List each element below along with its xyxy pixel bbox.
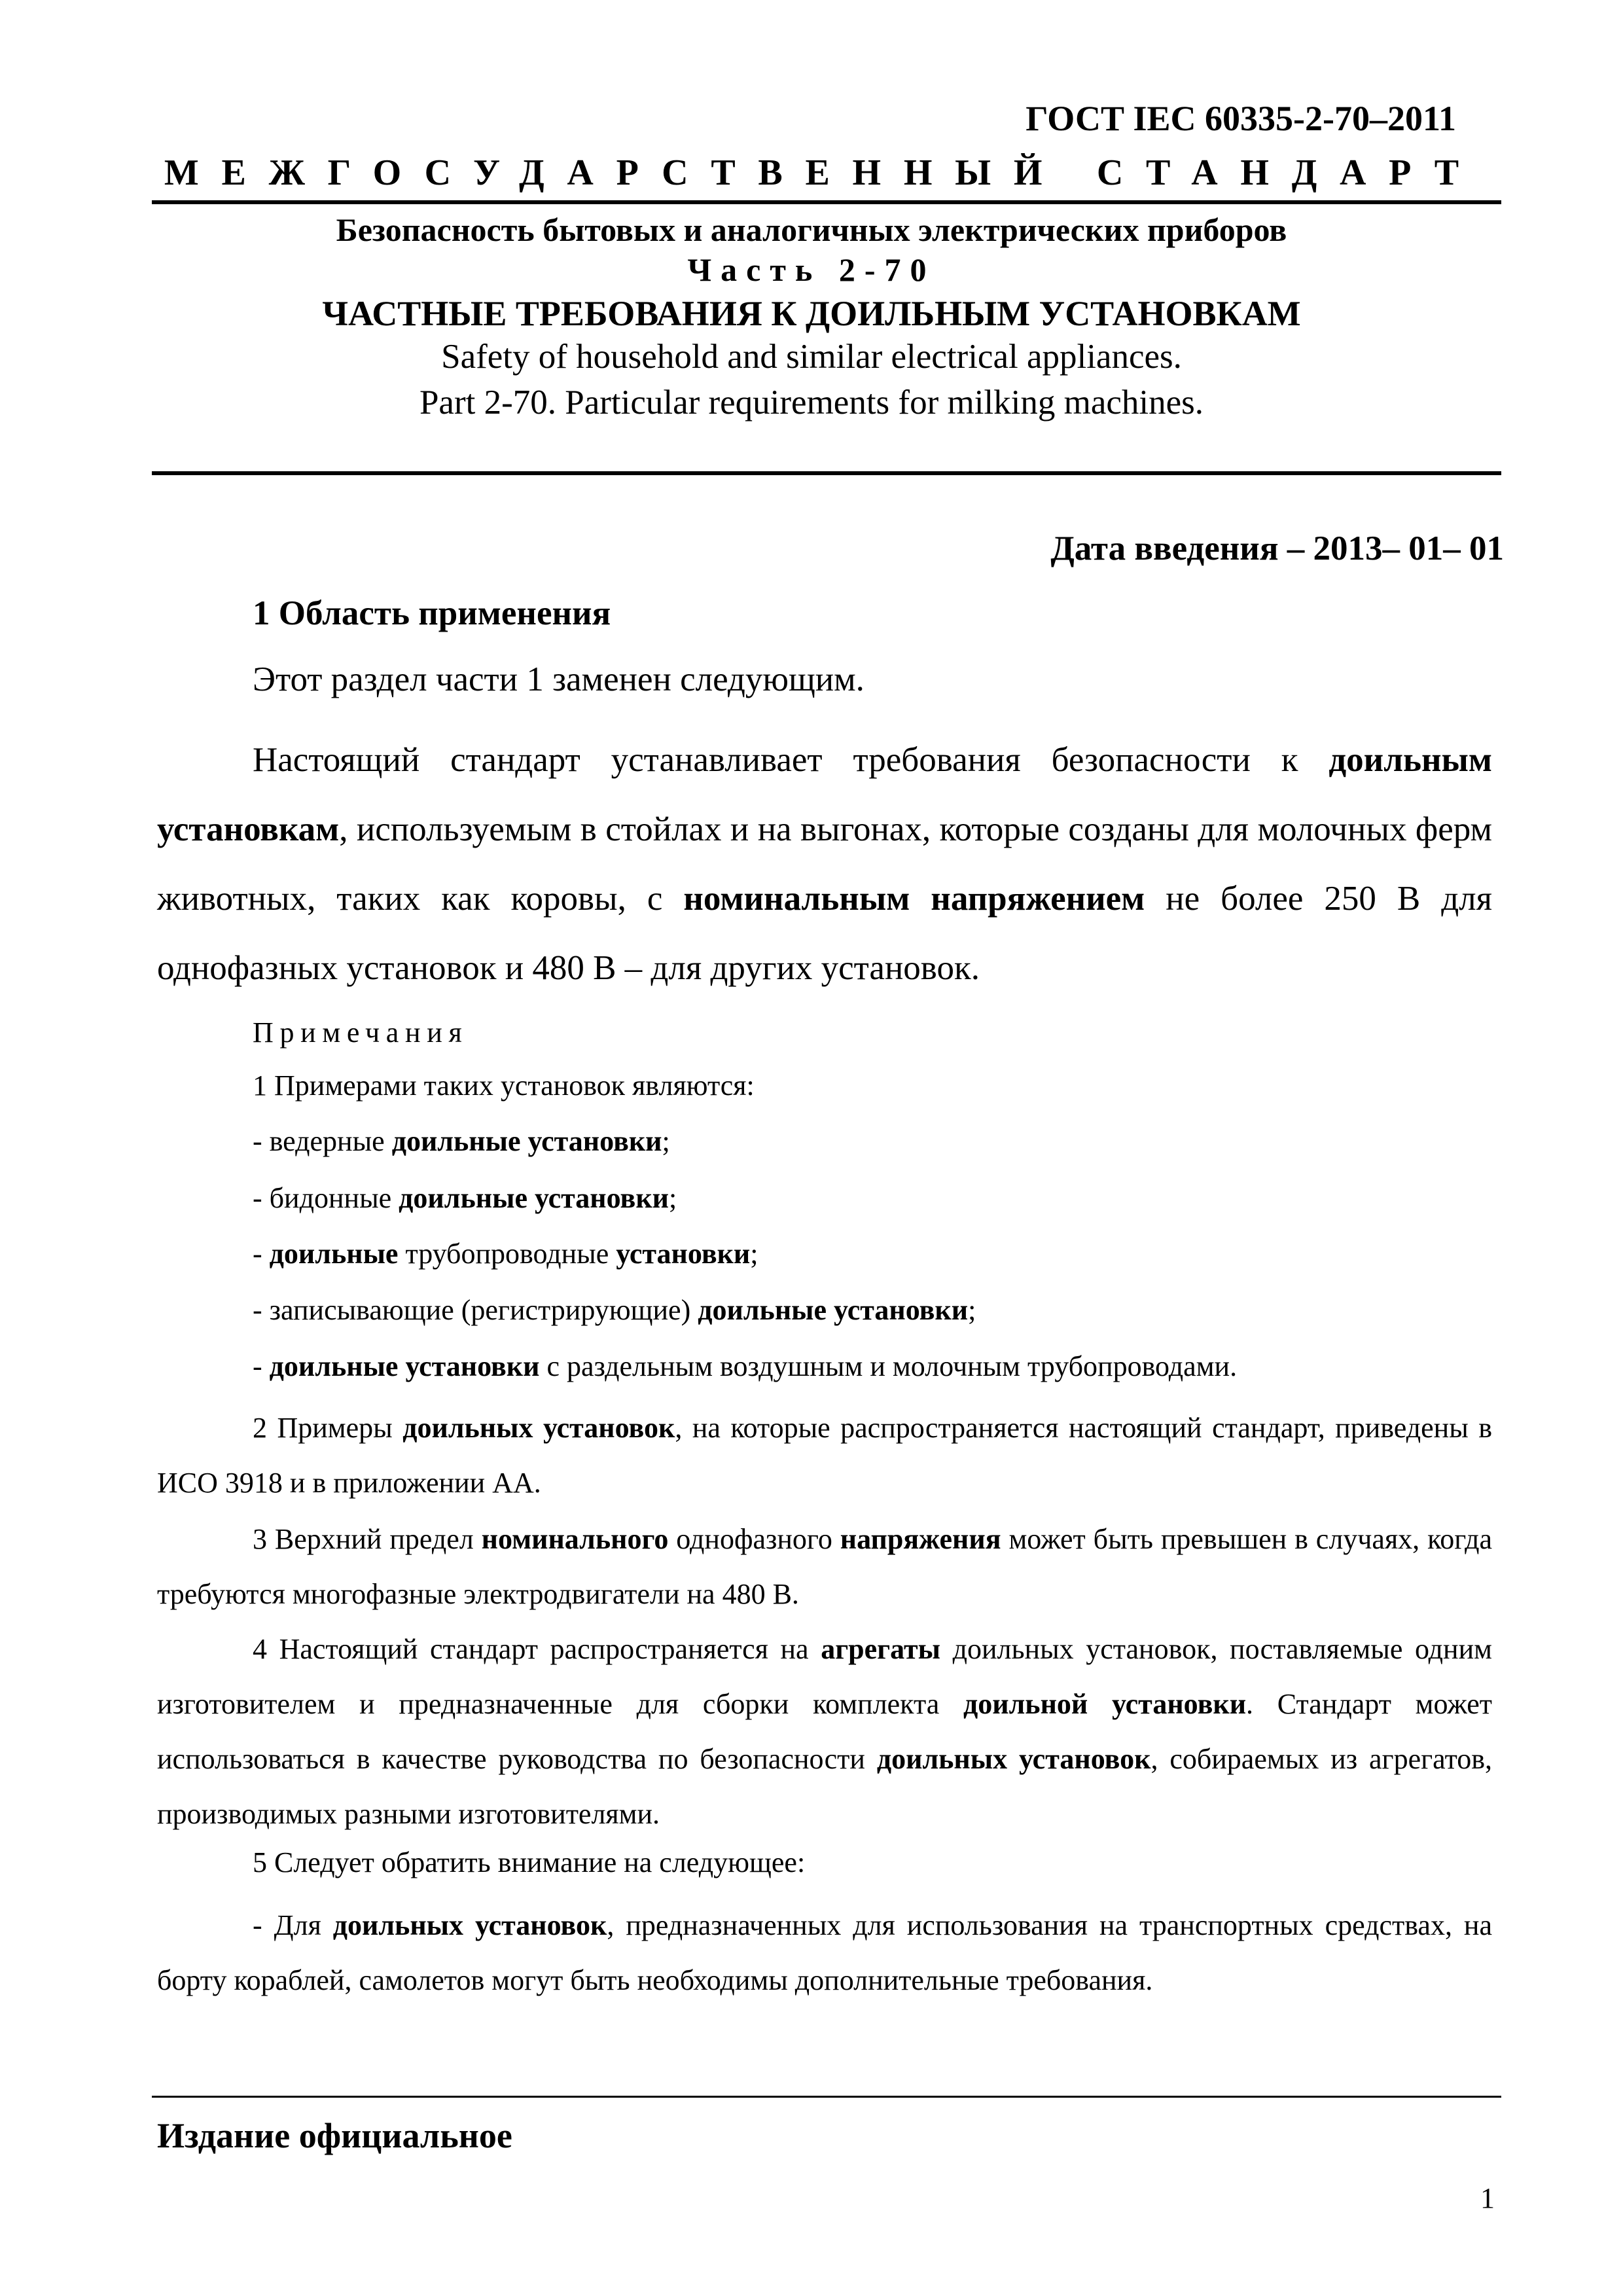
note-2: 2 Примеры доильных установок, на которые распространяется настоящий стандарт, приведены в ИСО 3918 и в приложении АА. (157, 1412, 1492, 1499)
note-1-item: - доильные установки с раздельным воздушным и молочным трубопроводами. (253, 1350, 1238, 1382)
title-english-2: Part 2-70. Particular requirements for milking machines. (419, 384, 1204, 422)
title-english-1: Safety of household and similar electrical appliances. (441, 338, 1182, 376)
note-1-item: - записывающие (регистрирующие) доильные установки; (253, 1294, 976, 1326)
section-intro-text: Этот раздел части 1 заменен следующим. (253, 660, 865, 698)
note-5-item: - Для доильных установок, предназначенных для использования на транспортных средствах, на борту кораблей, самолетов могут быть необходимы дополнительные требования. (157, 1909, 1492, 1996)
scope-paragraph: Настоящий стандарт устанавливает требования безопасности к доильным установкам, используемым в стойлах и на выгонах, которые созданы для молочных ферм животных, таких как коровы, с номинальным напряжением не более 250 В для однофазных установок и 480 В – для других установок. (157, 741, 1492, 987)
note-4: 4 Настоящий стандарт распространяется на агрегаты доильных установок, поставляемые одним изготовителем и предназначенные для сборки комплекта доильной установки. Стандарт может использоваться в качестве руководства по безопасности доильных установок, собираемых из агрегатов, производимых разными изготовителями. (157, 1633, 1493, 1830)
section-heading: 1 Область применения (253, 594, 611, 632)
title-subject: ЧАСТНЫЕ ТРЕБОВАНИЯ К ДОИЛЬНЫМ УСТАНОВКАМ (322, 294, 1301, 333)
document-designation: ГОСТ IEC 60335-2-70–2011 (1026, 99, 1456, 138)
note-1: 1 Примерами таких установок являются: (253, 1069, 755, 1102)
note-5: 5 Следует обратить внимание на следующее: (253, 1846, 806, 1878)
interstate-standard-label: МЕЖГОСУДАРСТВЕННЫЙ СТАНДАРТ (164, 152, 1482, 193)
note-1-item: - ведерные доильные установки; (253, 1125, 670, 1157)
header-rule (152, 200, 1501, 204)
page-number: 1 (1480, 2182, 1495, 2214)
notes-heading: Примечания (253, 1016, 469, 1049)
note-3: 3 Верхний предел номинального однофазного напряжения может быть превышен в случаях, когда требуются многофазные электродвигатели на 480 В. (157, 1523, 1492, 1610)
title-rule (152, 471, 1501, 475)
introduction-date: Дата введения – 2013– 01– 01 (1050, 529, 1504, 567)
note-1-item: - бидонные доильные установки; (253, 1182, 677, 1214)
title-russian: Безопасность бытовых и аналогичных электрических приборов (336, 211, 1287, 248)
note-1-item: - доильные трубопроводные установки; (253, 1238, 758, 1270)
title-part: Часть 2-70 (687, 251, 936, 288)
footer-rule (152, 2096, 1501, 2098)
official-edition-label: Издание официальное (157, 2116, 512, 2155)
